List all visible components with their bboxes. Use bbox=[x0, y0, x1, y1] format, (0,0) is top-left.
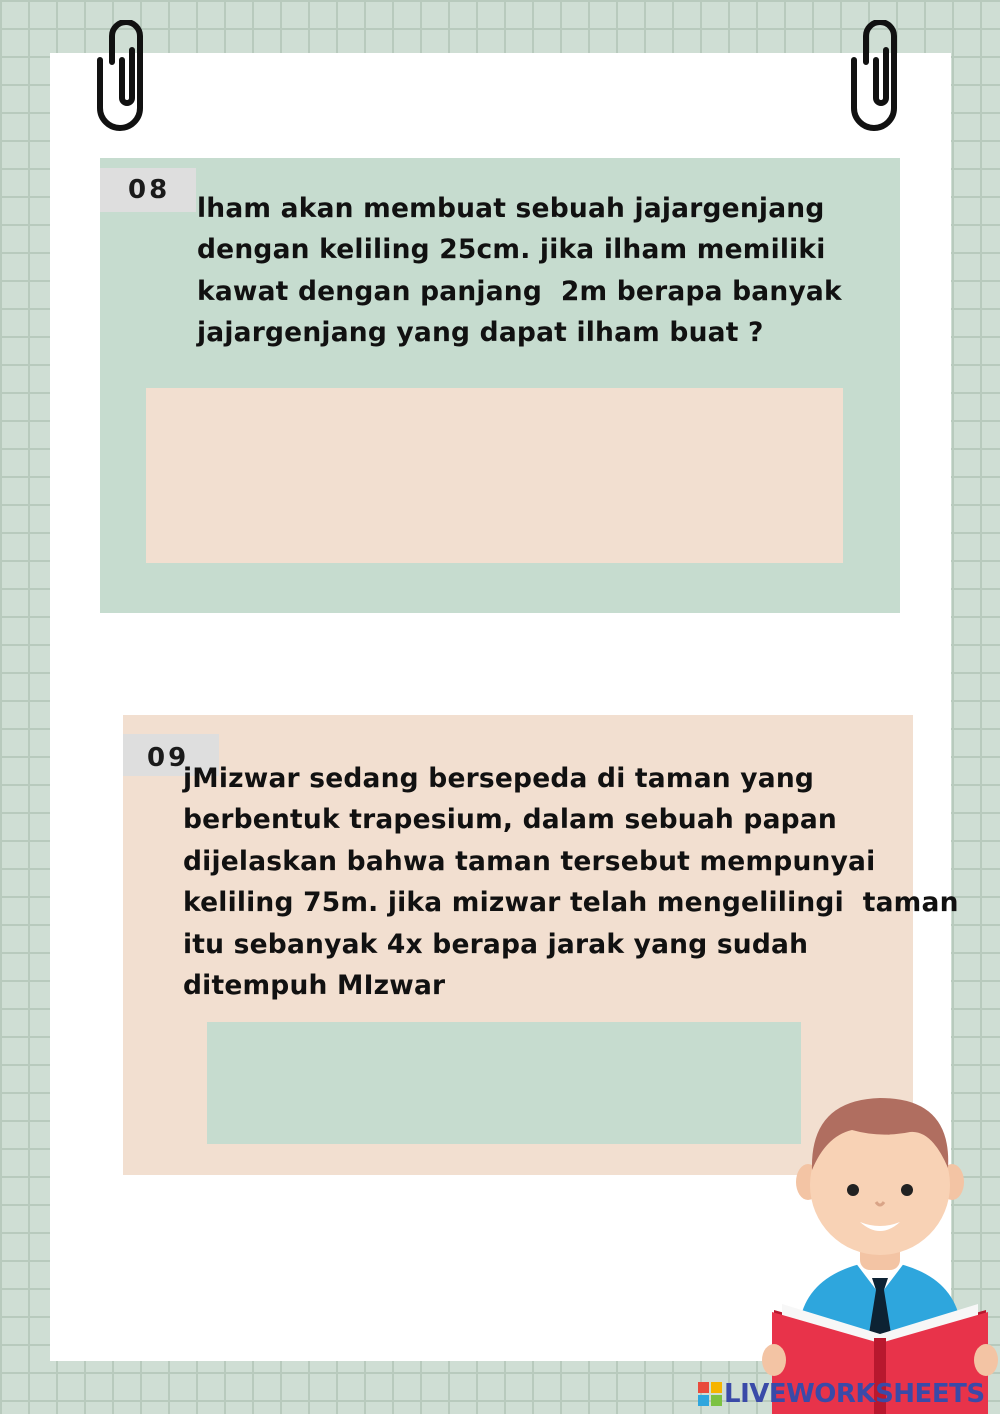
paperclip-icon-right bbox=[850, 20, 910, 140]
question-08-line: jajargenjang yang dapat ilham buat ? bbox=[197, 317, 764, 349]
question-08-line: kawat dengan panjang 2m berapa banyak bbox=[197, 275, 842, 307]
question-09-line: berbentuk trapesium, dalam sebuah papan bbox=[183, 804, 837, 836]
answer-field-09[interactable] bbox=[207, 1022, 801, 1144]
question-09-line: itu sebanyak 4x berapa jarak yang sudah bbox=[183, 928, 809, 960]
liveworksheets-branding bbox=[698, 1378, 985, 1410]
answer-field-08[interactable] bbox=[146, 388, 843, 563]
question-text-08 bbox=[197, 188, 897, 354]
question-number-09: 09 bbox=[123, 734, 219, 776]
paperclip-icon-left bbox=[96, 20, 156, 140]
liveworksheets-wordmark: LIVEWORKSHEETS bbox=[724, 1379, 985, 1409]
question-09-line: ditempuh MIzwar bbox=[183, 970, 446, 1002]
question-08-line: dengan keliling 25cm. jika ilham memiliki bbox=[197, 234, 826, 266]
liveworksheets-logo-icon bbox=[698, 1382, 722, 1406]
question-text-09 bbox=[183, 758, 959, 1006]
question-09-line: keliling 75m. jika mizwar telah mengelilingi taman bbox=[183, 887, 959, 919]
question-number-08: 08 bbox=[100, 168, 196, 212]
question-09-line: jMizwar sedang bersepeda di taman yang bbox=[183, 763, 815, 794]
question-08-line: lham akan membuat sebuah jajargenjang bbox=[197, 193, 825, 224]
question-09-line: dijelaskan bahwa taman tersebut mempunyai bbox=[183, 845, 876, 877]
teacher-reading-illustration bbox=[760, 1090, 1000, 1414]
